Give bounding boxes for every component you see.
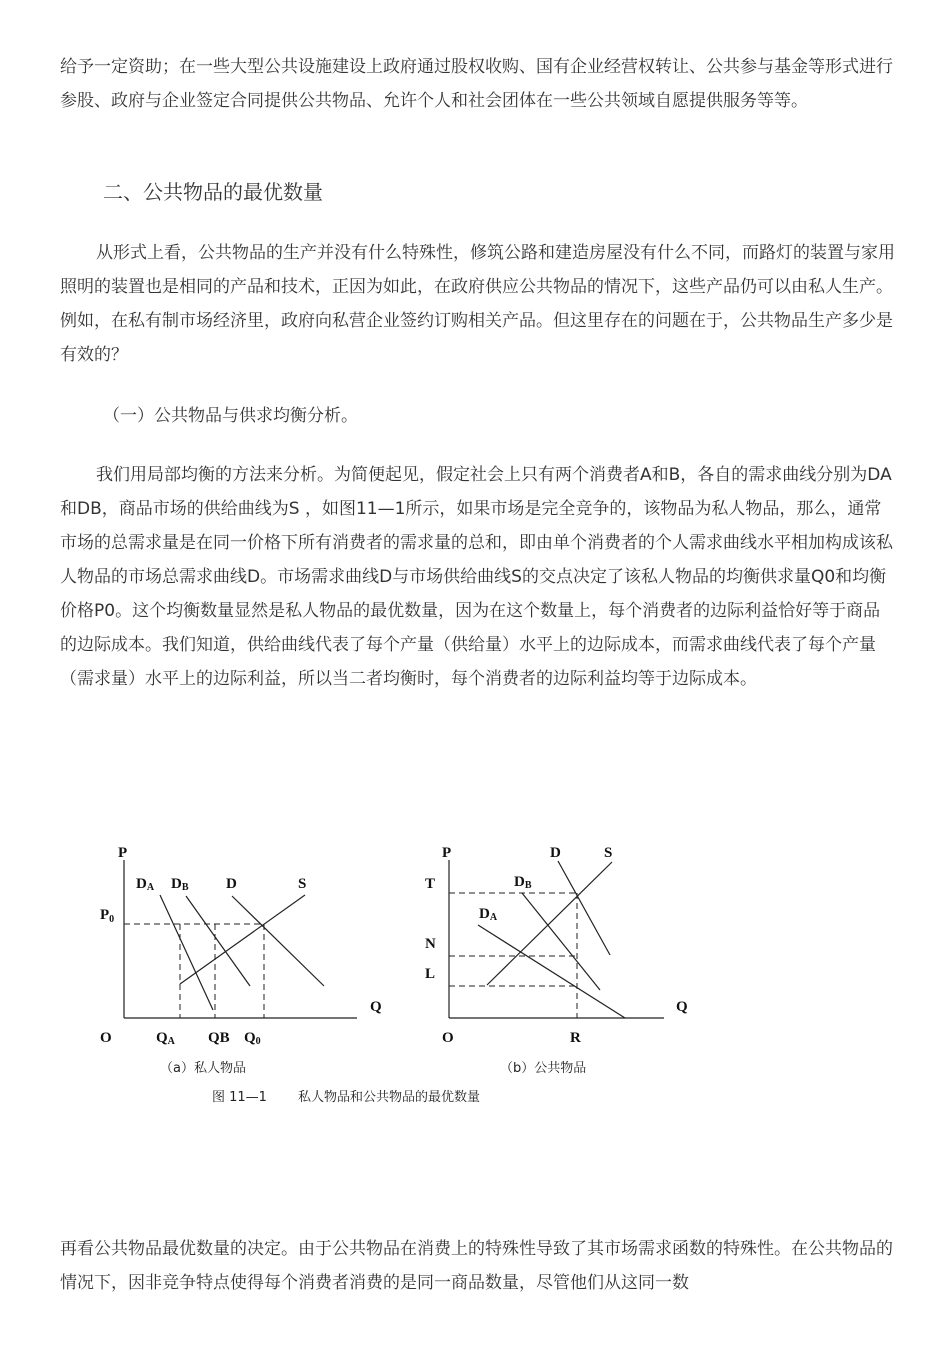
paragraph-2: 我们用局部均衡的方法来分析。为简便起见，假定社会上只有两个消费者A和B，各自的需求曲线分别为DA和DB，商品市场的供给曲线为S ，如图11—1所示，如果市场是完全竞争的，该物品为私人物品，那么，通常市场的总需求量是在同一价格下所有消费者的需求量的总和，即由单个消费者的个人需求曲线水平相加构成该私人物品的市场总需求曲线D。市场需求曲线D与市场供给曲线S的交点决定了该私人物品的均衡供求量Q0和均衡价格P0。这个均衡数量显然是私人物品的最优数量，因为在这个数量上，每个消费者的边际利益恰好等于商品的边际成本。我们知道，供给曲线代表了每个产量（供给量）水平上的边际成本，而需求曲线代表了每个产量（需求量）水平上的边际利益，所以当二者均衡时，每个消费者的边际利益均等于边际成本。 bbox=[60, 465, 893, 689]
panel-a-s-label: S bbox=[298, 876, 307, 892]
figure-caption-title: 私人物品和公共物品的最优数量 bbox=[298, 1090, 481, 1105]
panel-b-s-label: S bbox=[604, 845, 613, 861]
panel-a-d-label: D bbox=[226, 876, 237, 892]
panel-a-curve-da bbox=[160, 895, 213, 1010]
paragraph-1: 从形式上看，公共物品的生产并没有什么特殊性，修筑公路和建造房屋没有什么不同，而路灯的装置与家用照明的装置也是相同的产品和技术，正因为如此，在政府供应公共物品的情况下，这些产品仍可以由私人生产。例如，在私有制市场经济里，政府向私营企业签约订购相关产品。但这里存在的问题在于，公共物品生产多少是有效的？ bbox=[60, 243, 895, 364]
panel-a-origin-label: O bbox=[100, 1030, 112, 1046]
section-title: 二、公共物品的最优数量 bbox=[103, 180, 323, 204]
subsection-title: （一）公共物品与供求均衡分析。 bbox=[103, 406, 358, 426]
panel-a-p0-label: $P_0$ bbox=[100, 907, 115, 925]
panel-a-curve-d bbox=[232, 896, 324, 986]
panel-a-curve-s bbox=[180, 895, 305, 984]
panel-b-origin-label: O bbox=[442, 1030, 454, 1046]
paragraph-3: 再看公共物品最优数量的决定。由于公共物品在消费上的特殊性导致了其市场需求函数的特殊性。在公共物品的情况下，因非竞争特点使得每个消费者消费的是同一商品数量，尽管他们从这同一数 bbox=[60, 1239, 893, 1292]
figure-caption-number: 图 11—1 bbox=[212, 1090, 267, 1105]
panel-b bbox=[425, 845, 688, 1076]
panel-a-caption: （a）私人物品 bbox=[160, 1061, 246, 1076]
panel-a-qb-label: QB bbox=[208, 1030, 230, 1046]
panel-a-axis-y-label: P bbox=[118, 845, 128, 861]
panel-b-curve-db bbox=[522, 893, 600, 990]
panel-b-r-label: R bbox=[570, 1030, 581, 1046]
panel-b-t-label: T bbox=[425, 876, 436, 892]
panel-b-axis-x-label: Q bbox=[676, 999, 688, 1015]
panel-b-n-label: N bbox=[425, 936, 436, 952]
panel-a bbox=[100, 845, 382, 1076]
figure-11-1 bbox=[0, 820, 951, 1120]
panel-a-da-label: DA bbox=[136, 876, 155, 893]
panel-a-axis-x-label: Q bbox=[370, 999, 382, 1015]
panel-b-axis-y-label: P bbox=[442, 845, 452, 861]
panel-a-db-label: DB bbox=[171, 876, 189, 893]
panel-b-caption: （b）公共物品 bbox=[500, 1061, 587, 1076]
panel-a-q0-label: Q0 bbox=[244, 1030, 261, 1047]
panel-b-db-label: DB bbox=[514, 874, 532, 891]
intro-paragraph: 给予一定资助；在一些大型公共设施建设上政府通过股权收购、国有企业经营权转让、公共参与基金等形式进行参股、政府与企业签定合同提供公共物品、允许个人和社会团体在一些公共领域自愿提供服务等等。 bbox=[60, 57, 893, 111]
panel-a-qa-label: QA bbox=[156, 1030, 175, 1047]
panel-b-da-label: DA bbox=[479, 906, 498, 923]
panel-b-d-label: D bbox=[550, 845, 561, 861]
panel-b-l-label: L bbox=[425, 966, 436, 982]
